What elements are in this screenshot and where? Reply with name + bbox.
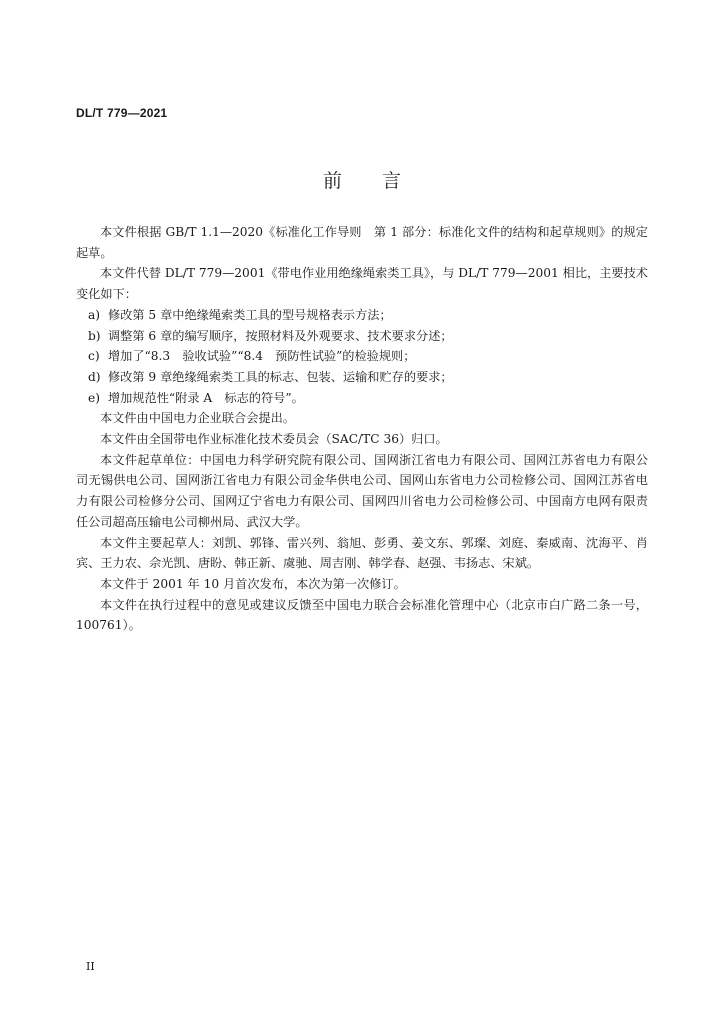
- list-item-marker: d): [88, 369, 101, 384]
- standard-code: DL/T 779—2021: [76, 106, 168, 120]
- list-item-marker: c): [88, 349, 100, 364]
- list-item: [76, 305, 648, 326]
- list-item-marker: b): [88, 328, 101, 343]
- list-item: [76, 388, 648, 409]
- paragraph-feedback-contact: 本文件在执行过程中的意见或建议反馈至中国电力联合会标准化管理中心（北京市白广路二条一号，100761）。: [76, 597, 648, 633]
- list-item-text: 修改第 9 章绝缘绳索类工具的标志、包装、运输和贮存的要求；: [108, 369, 453, 384]
- list-item: [76, 346, 648, 367]
- list-item: [76, 367, 648, 388]
- paragraph-publication-history: 本文件于 2001 年 10 月首次发布，本次为第一次修订。: [100, 576, 406, 591]
- list-item-text: 增加了“8.3 验收试验”“8.4 预防性试验”的检验规则；: [108, 349, 416, 364]
- paragraph-drafting-basis: 本文件根据 GB/T 1.1—2020《标准化工作导则 第 1 部分：标准化文件的结构和起草规则》的规定起草。: [76, 225, 648, 260]
- section-title: 前言: [322, 170, 441, 192]
- list-item-marker: e): [88, 390, 100, 405]
- paragraph-replacement-note: 本文件代替 DL/T 779—2001《带电作业用绝缘绳索类工具》，与 DL/T 779—2001 相比，主要技术变化如下：: [76, 266, 648, 302]
- paragraph-committee: 本文件由全国带电作业标准化技术委员会（SAC/TC 36）归口。: [100, 432, 448, 447]
- list-item-text: 修改第 5 章中绝缘绳索类工具的型号规格表示方法；: [108, 307, 392, 322]
- list-item-text: 调整第 6 章的编写顺序，按照材料及外观要求、技术要求分述；: [108, 328, 453, 343]
- list-item-marker: a): [88, 307, 101, 322]
- page-number: II: [86, 960, 95, 973]
- foreword-body: [76, 222, 648, 636]
- paragraph-drafters: 本文件主要起草人：刘凯、郭锋、雷兴列、翁旭、彭勇、姜文东、郭璨、刘庭、秦威南、沈海平、肖宾、王力农、佘光凯、唐盼、韩正新、虞驰、周吉刚、韩学春、赵强、韦扬志、宋斌。: [76, 535, 648, 571]
- list-item: [76, 326, 648, 347]
- paragraph-drafting-units: 本文件起草单位：中国电力科学研究院有限公司、国网浙江省电力有限公司、国网江苏省电力有限公司无锡供电公司、国网浙江省电力有限公司金华供电公司、国网山东省电力公司检修公司、国网江苏省电力有限公司检修分公司、国网辽宁省电力有限公司、国网四川省电力公司检修公司、中国南方电网有限责任公司超高压输电公司柳州局、武汉大学。: [76, 452, 648, 529]
- list-item-text: 增加规范性“附录 A 标志的符号”。: [108, 390, 304, 405]
- paragraph-proposer: 本文件由中国电力企业联合会提出。: [100, 411, 295, 426]
